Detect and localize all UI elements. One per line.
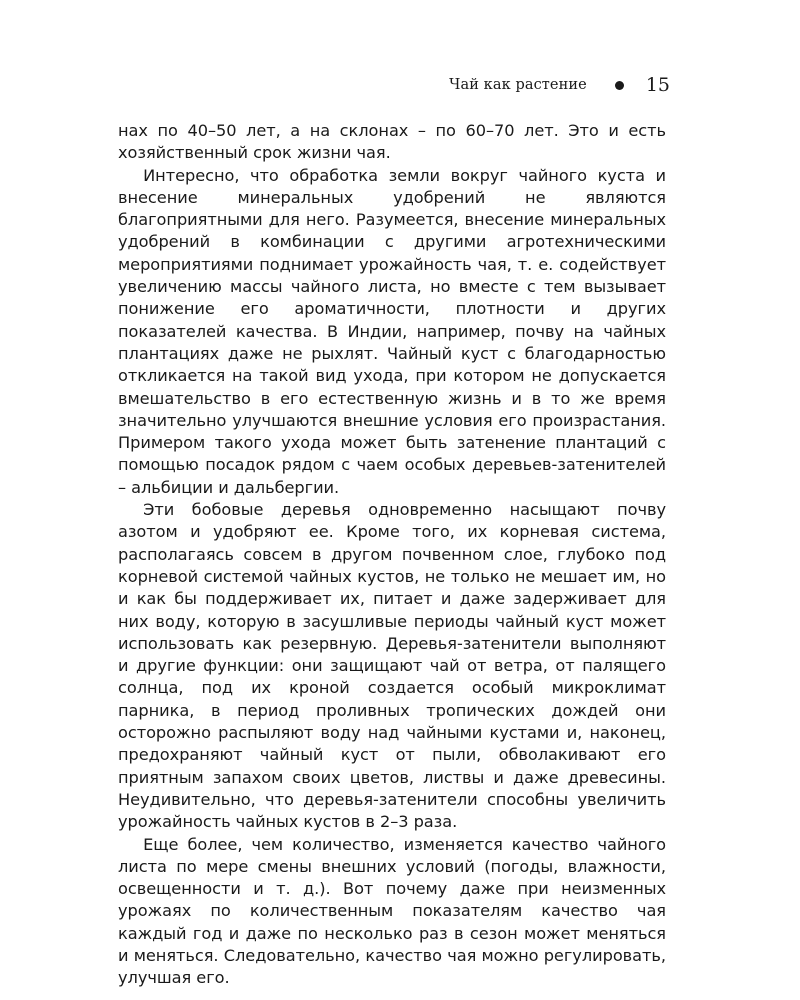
paragraph: Интересно, что обработка земли вокруг чайного куста и внесение минеральных удобрений не являются благоприятными для него. Разумеется, внесение минеральных удобрений в комбинации с другими агротехническими мероприятиями поднимает урожайность чая, т. е. содействует увеличению массы чайного листа, но вместе с тем вызывает понижение его ароматичности, плотности и других показателей качества. В Индии, например, почву на чайных плантациях даже не рыхлят. Чайный куст с благодарностью откликается на такой вид ухода, при котором не допускается вмешательство в его естественную жизнь и в то же время значительно улучшаются внешние условия его произрастания. Примером такого ухода может быть затенение плантаций с помощью посадок рядом с чаем особых деревьев-затенителей – альбиции и дальбергии. — [118, 165, 666, 497]
running-title: Чай как растение — [449, 77, 587, 93]
paragraph: нах по 40–50 лет, а на склонах – по 60–70 лет. Это и есть хозяйственный срок жизни чая. — [118, 121, 666, 163]
paragraph: Эти бобовые деревья одновременно насыщают почву азотом и удобряют ее. Кроме того, их корневая система, располагаясь совсем в другом почвенном слое, глубоко под корневой системой чайных кустов, не только не мешает им, но и как бы поддерживает их, питает и даже задерживает для них воду, которую в засушливые периоды чайный куст может использовать как резервную. Деревья-затенители выполняют и другие функции: они защищают чай от ветра, от палящего солнца, под их кроной создается особый микроклимат парника, в период проливных тропических дождей они осторожно распыляют воду над чайными кустами и, наконец, предохраняют чайный куст от пыли, обволакивают его приятным запахом своих цветов, листвы и даже древесины. Неудивительно, что деревья-затенители способны увеличить урожайность чайных кустов в 2–3 раза. — [118, 500, 666, 832]
running-head — [449, 74, 670, 96]
bullet-separator-icon — [615, 81, 624, 90]
paragraph: Еще более, чем количество, изменяется качество чайного листа по мере смены внешних условий (погоды, влажности, освещенности и т. д.). Вот почему даже при неизменных урожаях по количественным показателям качество чая каждый год и даже по несколько раз в сезон может меняться и меняться. Следовательно, качество чая можно регулировать, улучшая его. — [118, 834, 666, 988]
page-number: 15 — [645, 74, 670, 96]
body-text — [118, 120, 666, 990]
